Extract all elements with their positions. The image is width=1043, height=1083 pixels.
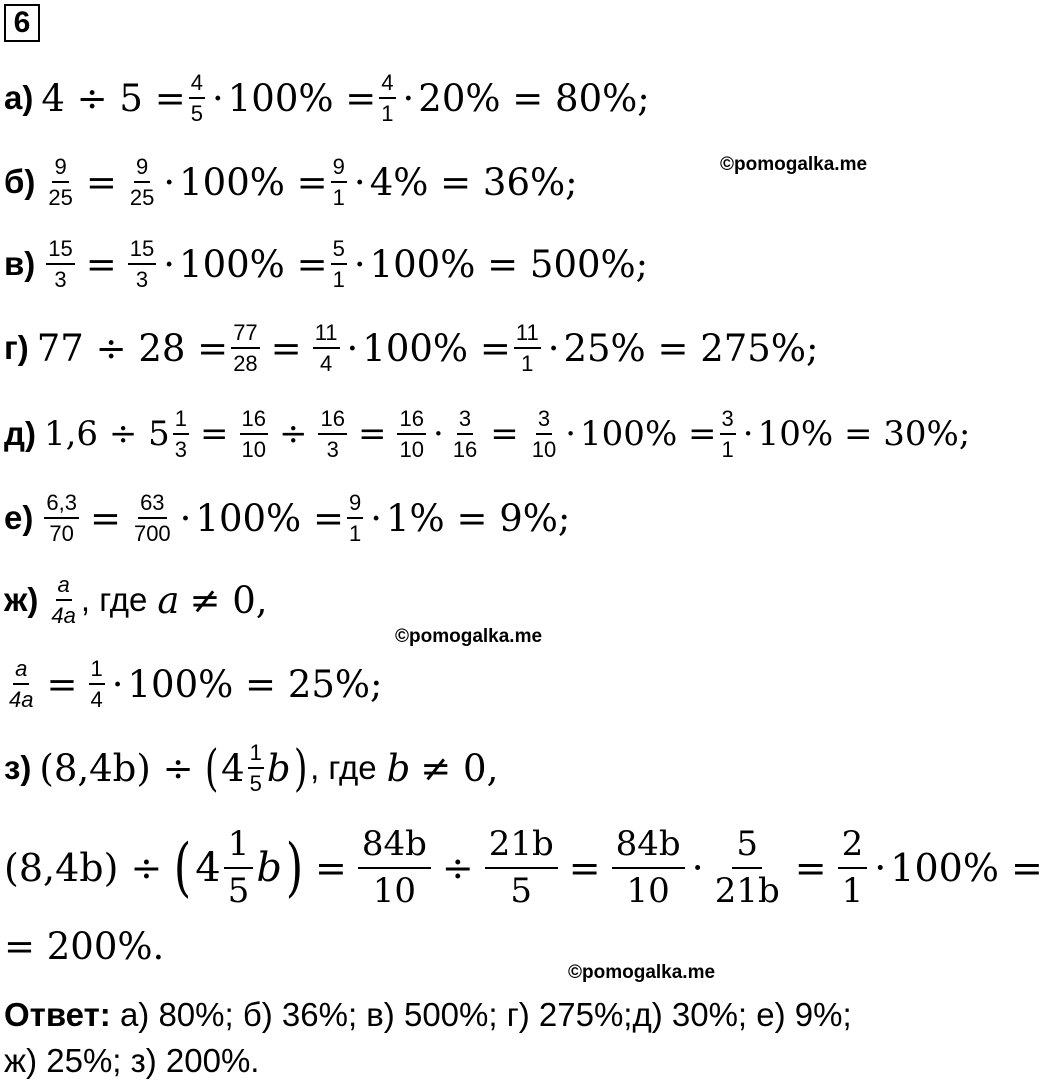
answer-line-2 — [4, 1042, 259, 1080]
line-b: б) $\frac{9}{25}$ = $\frac{9}{25}$ · 100% = $\frac{9}{1}$ · 4% = 36%; — [4, 154, 578, 211]
label-z: з) — [4, 749, 32, 787]
v-rest: 100% = 500%; — [369, 242, 649, 286]
z2-frac-1: $\frac{84b}{10}$ — [358, 826, 431, 911]
label-e: е) — [4, 499, 34, 537]
answer-line-1 — [4, 996, 852, 1034]
line-a: а) 4 ÷ 5 = $\frac{4}{5}$ · 100% = $\frac{4}{1}$ · 20% = 80%; — [4, 70, 650, 127]
g-frac-2: $\frac{11}{4}$ — [314, 320, 338, 377]
g-rest: 25% = 275%; — [563, 326, 819, 370]
line-d: д) 1,6 ÷ 5 $\frac{1}{3}$ = $\frac{16}{10}$ ÷ $\frac{16}{3}$ = $\frac{16}{10}$ · $\frac{3}{16}$ = $\frac{3}{10}$ · 100% = $\frac{3}{1}$ · 10% = 30%; — [4, 406, 971, 463]
d-frac-1: $\frac{16}{10}$ — [241, 406, 266, 463]
g-mid: 100% = — [362, 326, 511, 370]
line-e: е) $\frac{6,3}{70}$ = $\frac{63}{700}$ · 100% = $\frac{9}{1}$ · 1% = 9%; — [4, 490, 571, 547]
answer-label: Ответ: — [4, 996, 111, 1033]
d-lhs: 1,6 ÷ 5 — [43, 414, 170, 455]
e-frac-1: $\frac{63}{700}$ — [133, 490, 171, 547]
line-z-3 — [4, 925, 164, 968]
z-cond-rest: ≠ 0, — [420, 746, 499, 790]
label-g: г) — [4, 329, 29, 367]
v-frac-2: $\frac{5}{1}$ — [332, 236, 345, 293]
z-in-whole: 4 — [221, 746, 245, 790]
z2-lhs: (8,4b) ÷ — [4, 846, 163, 891]
e-mid: 100% = — [195, 496, 344, 540]
z-expr: (8,4b) ÷ — [39, 746, 194, 790]
label-a: а) — [4, 79, 34, 117]
e-frac-0: $\frac{6,3}{70}$ — [46, 490, 77, 547]
z2-frac-5: $\frac{2}{1}$ — [838, 826, 868, 911]
z3-result: = 200%. — [4, 925, 165, 968]
task-number: 6 — [4, 4, 40, 42]
z2-frac-3: $\frac{84b}{10}$ — [612, 826, 685, 911]
z2-var: b — [256, 845, 282, 892]
zh-cond-var: a — [157, 578, 180, 622]
d-frac-2: $\frac{16}{3}$ — [320, 406, 345, 463]
a-rest: 20% = 80%; — [418, 76, 650, 120]
z-cond-text: , где — [310, 749, 377, 787]
watermark-1: ©pomogalka.me — [720, 154, 868, 175]
d-frac-4: $\frac{3}{16}$ — [452, 406, 478, 463]
b-mid: 100% = — [179, 160, 328, 204]
e-rest: 1% = 9%; — [386, 496, 571, 540]
watermark-3: ©pomogalka.me — [568, 962, 716, 983]
zh-rest: 100% = 25%; — [127, 662, 383, 706]
label-v: в) — [4, 245, 36, 283]
zh-frac-0: $\frac{a}{4a}$ — [51, 572, 76, 629]
a-mid: 100% = — [227, 76, 377, 120]
z2-rest: 100% = — [890, 846, 1043, 891]
z-in-frac: $\frac{1}{5}$ — [249, 740, 262, 797]
label-d: д) — [4, 415, 36, 453]
d-frac-5: $\frac{3}{10}$ — [531, 406, 557, 463]
a-frac-1: $\frac{4}{5}$ — [190, 70, 203, 127]
v-frac-0: $\frac{15}{3}$ — [48, 236, 73, 293]
z-in-var: b — [266, 746, 291, 790]
z2-frac-in: $\frac{1}{5}$ — [224, 826, 254, 911]
line-v: в) $\frac{15}{3}$ = $\frac{15}{3}$ · 100% = $\frac{5}{1}$ · 100% = 500%; — [4, 236, 649, 293]
zh-cond-rest: ≠ 0, — [189, 578, 268, 622]
answer-values-1: а) 80%; б) 36%; в) 500%; г) 275%;д) 30%; е) 9%; — [119, 996, 852, 1033]
label-zh: ж) — [4, 581, 39, 619]
z2-whole: 4 — [195, 845, 221, 892]
d-mid: 100% = — [580, 414, 717, 455]
line-z-2: (8,4b) ÷ ( 4 $\frac{1}{5}$ b ) = $\frac{84b}{10}$ ÷ $\frac{21b}{5}$ = $\frac{84b}{10}$ · $\frac{5}{21b}$ = $\frac{2}{1}$ · 100% = — [4, 824, 1043, 912]
line-zh — [4, 572, 268, 629]
b-frac-1: $\frac{9}{25}$ — [129, 154, 155, 211]
d-mixed-frac: $\frac{1}{3}$ — [174, 406, 187, 463]
v-mid: 100% = — [179, 242, 328, 286]
watermark-2: ©pomogalka.me — [395, 626, 543, 647]
d-rest: 10% = 30%; — [757, 414, 971, 455]
b-rest: 4% = 36%; — [369, 160, 578, 204]
a-lhs: 4 ÷ 5 = — [41, 76, 186, 120]
zh-cond-text: , где — [80, 581, 148, 619]
b-frac-0: $\frac{9}{25}$ — [48, 154, 73, 211]
z-cond-var: b — [386, 746, 411, 790]
g-frac-3: $\frac{11}{1}$ — [515, 320, 539, 377]
z2-frac-4: $\frac{5}{21b}$ — [714, 824, 780, 912]
v-frac-1: $\frac{15}{3}$ — [129, 236, 155, 293]
e-frac-2: $\frac{9}{1}$ — [348, 490, 362, 547]
g-frac-1: $\frac{77}{28}$ — [233, 320, 258, 377]
d-frac-3: $\frac{16}{10}$ — [399, 406, 424, 463]
b-frac-2: $\frac{9}{1}$ — [332, 154, 345, 211]
a-frac-2: $\frac{4}{1}$ — [381, 70, 394, 127]
zh-frac-1: $\frac{a}{4a}$ — [9, 656, 34, 713]
line-g: г) 77 ÷ 28 = $\frac{77}{28}$ = $\frac{11}{4}$ · 100% = $\frac{11}{1}$ · 25% = 275%; — [4, 320, 819, 377]
line-zh-2: $\frac{a}{4a}$ = $\frac{1}{4}$ · 100% = 25%; — [9, 656, 383, 713]
zh-frac-2: $\frac{1}{4}$ — [90, 656, 103, 713]
z2-frac-2: $\frac{21b}{5}$ — [485, 826, 558, 911]
g-lhs: 77 ÷ 28 = — [36, 326, 229, 370]
answer-values-2: ж) 25%; з) 200%. — [4, 1042, 260, 1079]
d-frac-6: $\frac{3}{1}$ — [721, 406, 734, 463]
label-b: б) — [4, 163, 36, 201]
line-z: з) (8,4b) ÷ ( 4 $\frac{1}{5}$ b ) , где b ≠ 0, — [4, 739, 499, 798]
